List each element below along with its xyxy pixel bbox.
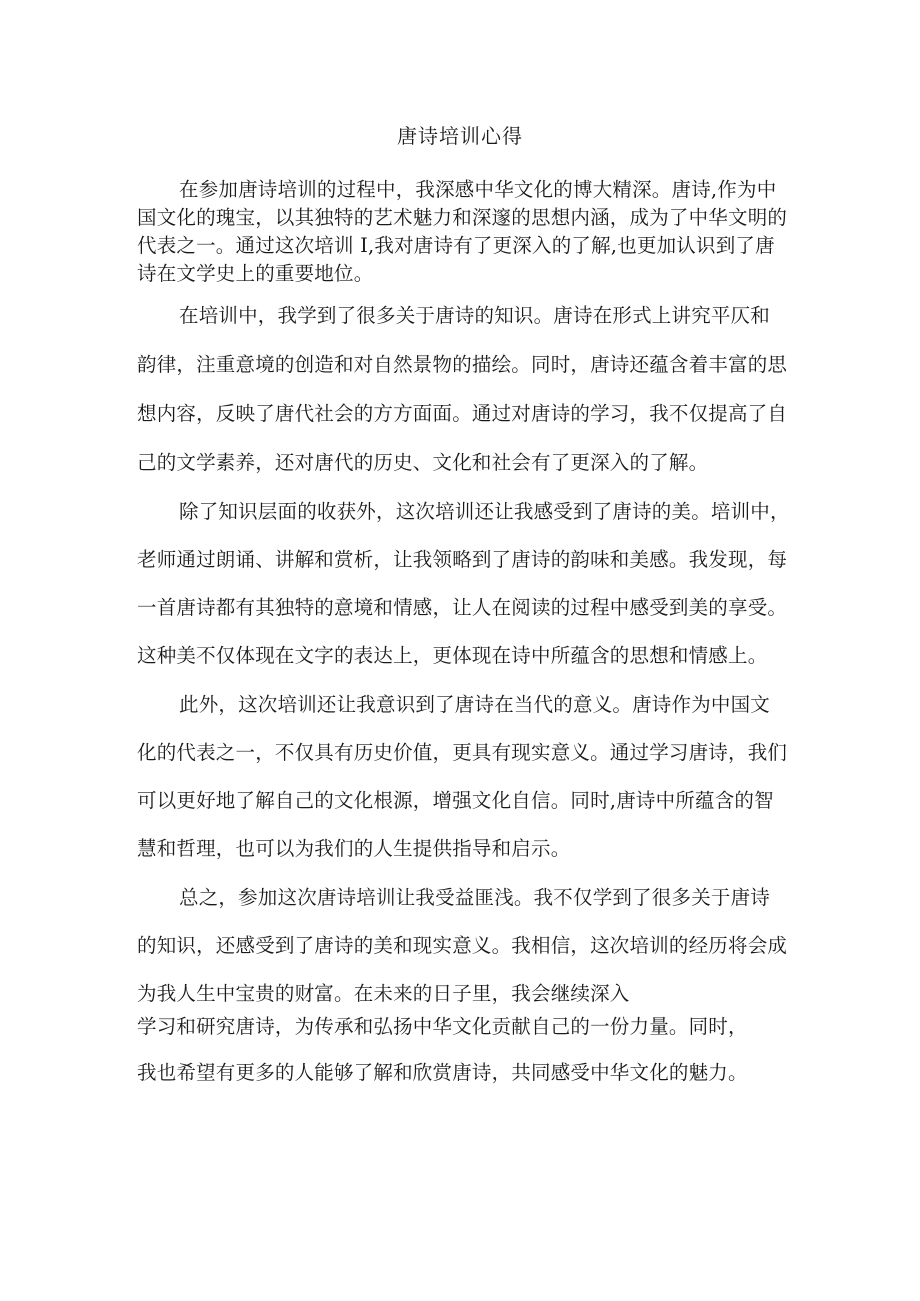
body-line: 这种美不仅体现在文字的表达上，更体现在诗中所蕴含的思想和情感上。	[137, 644, 768, 667]
body-line: 己的文学素养，还对唐代的历史、文化和社会有了更深入的了解。	[137, 451, 709, 474]
body-line: 代表之一。通过这次培训 I,我对唐诗有了更深入的了解,也更加认识到了唐	[137, 234, 775, 257]
body-line: 可以更好地了解自己的文化根源，增强文化自信。同时,唐诗中所蕴含的智	[137, 789, 774, 812]
body-line: 的知识，还感受到了唐诗的美和现实意义。我相信，这次培训的经历将会成	[137, 934, 788, 957]
body-line: 国文化的瑰宝，以其独特的艺术魅力和深邃的思想内涵，成为了中华文明的	[137, 206, 788, 229]
body-line: 此外，这次培训还让我意识到了唐诗在当代的意义。唐诗作为中国文	[179, 693, 771, 716]
body-line: 为我人生中宝贵的财富。在未来的日子里，我会继续深入	[137, 982, 630, 1005]
body-line: 我也希望有更多的人能够了解和欣赏唐诗，共同感受中华文化的魅力。	[137, 1061, 748, 1084]
body-line: 除了知识层面的收获外，这次培训还让我感受到了唐诗的美。培训中，	[179, 500, 790, 523]
body-line: 韵律，注重意境的创造和对自然景物的描绘。同时，唐诗还蕴含着丰富的思	[137, 353, 788, 376]
body-line: 慧和哲理，也可以为我们的人生提供指导和启示。	[137, 837, 571, 860]
body-line: 学习和研究唐诗，为传承和弘扬中华文化贡献自己的一份力量。同时，	[137, 1015, 748, 1038]
body-line: 老师通过朗诵、讲解和赏析，让我领略到了唐诗的韵味和美感。我发现，每	[137, 548, 788, 571]
body-line: 化的代表之一，不仅具有历史价值，更具有现实意义。通过学习唐诗，我们	[137, 741, 788, 764]
body-line: 在培训中，我学到了很多关于唐诗的知识。唐诗在形式上讲究平仄和	[179, 304, 771, 327]
body-line: 在参加唐诗培训的过程中，我深感中华文化的博大精深。唐诗,作为中	[179, 178, 777, 201]
body-line: 想内容，反映了唐代社会的方方面面。通过对唐诗的学习，我不仅提高了自	[137, 402, 788, 425]
document-title: 唐诗培训心得	[397, 124, 523, 148]
body-line: 一首唐诗都有其独特的意境和情感，让人在阅读的过程中感受到美的享受。	[137, 596, 788, 619]
body-line: 总之，参加这次唐诗培训让我受益匪浅。我不仅学到了很多关于唐诗	[179, 886, 771, 909]
body-line: 诗在文学史上的重要地位。	[137, 262, 374, 285]
